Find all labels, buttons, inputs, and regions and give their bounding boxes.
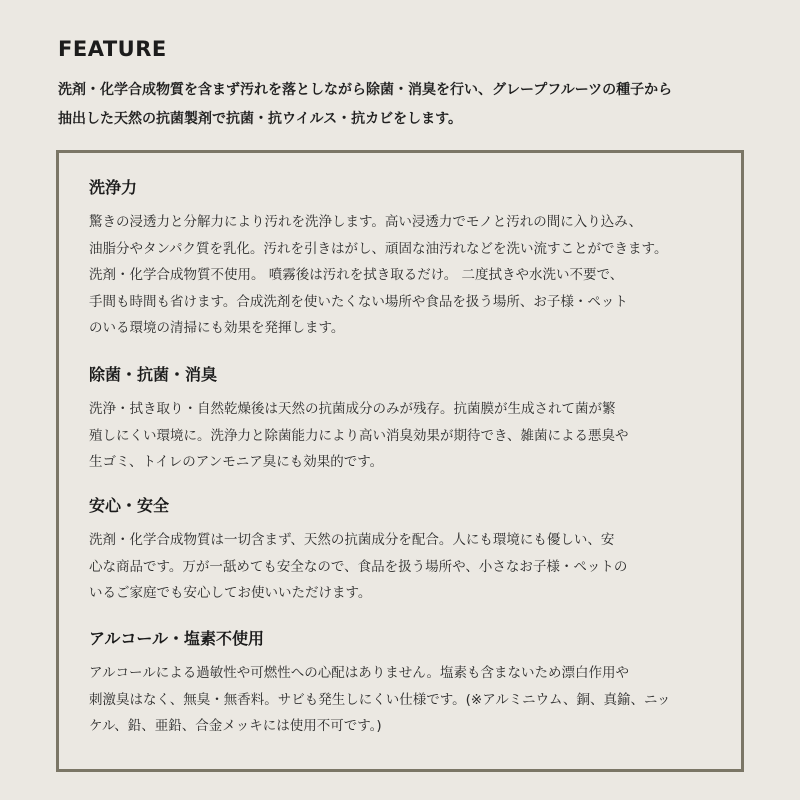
section-heading: 洗浄力 <box>89 178 138 197</box>
section-line: 洗剤・化学合成物質不使用。 噴霧後は汚れを拭き取るだけ。 二度拭きや水洗い不要で、 <box>89 267 624 283</box>
section-line: 手間も時間も省けます。合成洗剤を使いたくない場所や食品を扱う場所、お子様・ペット <box>89 293 628 310</box>
section-alcohol-free <box>89 628 729 740</box>
intro-line: 抽出した天然の抗菌製剤で抗菌・抗ウイルス・抗カビをします。 <box>58 111 463 127</box>
section-line: 洗浄・拭き取り・自然乾燥後は天然の抗菌成分のみが残存。抗菌膜が生成されて菌が繁 <box>89 401 616 417</box>
section-line: のいる環境の清掃にも効果を発揮します。 <box>89 320 345 336</box>
section-line: 生ゴミ、トイレのアンモニア臭にも効果的です。 <box>89 454 384 470</box>
section-line: アルコールによる過敏性や可燃性への心配はありません。塩素も含まないため漂白作用や <box>89 665 629 681</box>
section-heading: アルコール・塩素不使用 <box>89 629 265 648</box>
section-line: 刺激臭はなく、無臭・無香料。サビも発生しにくい仕様です。(※アルミニウム、銅、真鍮、ニッ <box>89 691 671 708</box>
page-title: FEATURE <box>58 37 167 61</box>
section-cleaning-power <box>89 177 729 342</box>
section-heading: 安心・安全 <box>89 496 170 515</box>
section-line: 油脂分やタンパク質を乳化。汚れを引きはがし、頑固な油汚れなどを洗い流すことができます。 <box>89 240 668 257</box>
section-safety <box>89 495 729 607</box>
feature-box <box>56 150 744 772</box>
intro-text <box>58 76 672 134</box>
section-line: 心な商品です。万が一舐めても安全なので、食品を扱う場所や、小さなお子様・ペットの <box>89 558 628 575</box>
section-heading: 除菌・抗菌・消臭 <box>89 365 218 384</box>
section-line: 驚きの浸透力と分解力により汚れを洗浄します。高い浸透力でモノと汚れの間に入り込み、 <box>89 214 643 230</box>
section-line: 洗剤・化学合成物質は一切含まず、天然の抗菌成分を配合。人にも環境にも優しい、安 <box>89 532 615 548</box>
section-line: いるご家庭でも安心してお使いいただけます。 <box>89 585 372 601</box>
section-line: ケル、鉛、亜鉛、合金メッキには使用不可です。) <box>89 718 382 734</box>
section-line: 殖しにくい環境に。洗浄力と除菌能力により高い消臭効果が期待でき、雑菌による悪臭や <box>89 427 629 444</box>
section-antibacterial <box>89 364 729 476</box>
intro-line: 洗剤・化学合成物質を含まず汚れを落としながら除菌・消臭を行い、グレープフルーツの種子から <box>58 82 673 98</box>
